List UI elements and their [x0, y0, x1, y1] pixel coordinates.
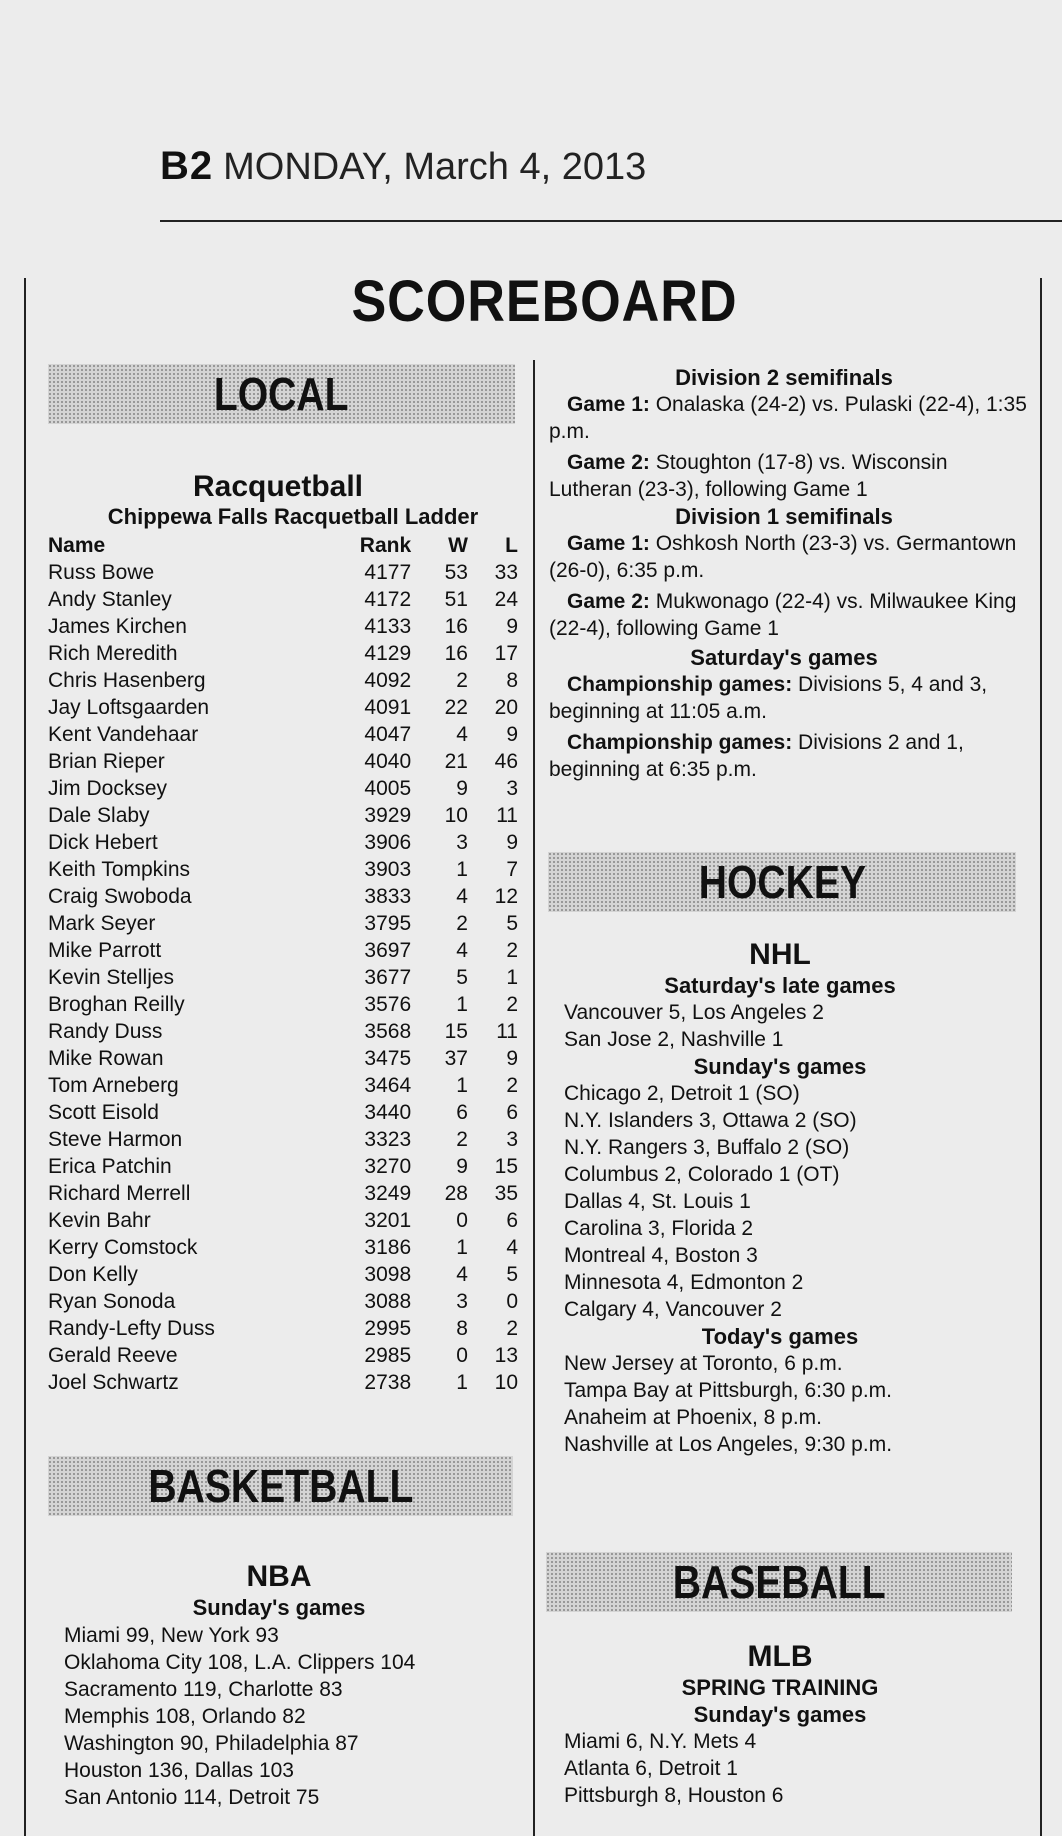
player-name: Broghan Reilly: [48, 993, 185, 1016]
mlb-heading: MLB: [747, 1640, 813, 1673]
ladder-row: [48, 829, 518, 856]
page-number: B2: [160, 144, 214, 188]
nhl-late-results: [564, 999, 1024, 1053]
player-wins: 1: [456, 1371, 468, 1394]
ladder-row: [48, 991, 518, 1018]
player-rank: 3323: [364, 1128, 412, 1151]
ladder-row: [48, 1045, 518, 1072]
player-wins: 9: [456, 777, 468, 800]
player-rank: 2985: [364, 1344, 412, 1367]
player-name: Kevin Stelljes: [48, 966, 175, 989]
div1-heading: Division 1 semifinals: [675, 504, 893, 529]
player-rank: 4091: [364, 696, 412, 719]
player-wins: 22: [444, 696, 468, 719]
ladder-row: [48, 640, 518, 667]
scheduled-game: New Jersey at Toronto, 6 p.m.: [564, 1352, 843, 1375]
nba-section: [64, 1560, 524, 1811]
ladder-row: [48, 1288, 518, 1315]
ladder-row: [48, 1234, 518, 1261]
player-rank: 3475: [364, 1047, 412, 1070]
player-losses: 2: [506, 1074, 518, 1097]
player-name: Dale Slaby: [48, 804, 150, 827]
player-rank: 2738: [364, 1371, 412, 1394]
ladder-row: [48, 883, 518, 910]
game-result: Carolina 3, Florida 2: [564, 1217, 754, 1240]
ladder-row: [48, 1369, 518, 1396]
player-wins: 16: [444, 615, 468, 638]
player-name: Kerry Comstock: [48, 1236, 198, 1259]
player-rank: 4129: [364, 642, 412, 665]
player-losses: 9: [506, 1047, 518, 1070]
ladder-subtitle: Chippewa Falls Racquetball Ladder: [107, 504, 479, 529]
player-losses: 6: [506, 1209, 518, 1232]
player-losses: 5: [506, 1263, 518, 1286]
scheduled-game: Tampa Bay at Pittsburgh, 6:30 p.m.: [564, 1379, 893, 1402]
ladder-row: [48, 775, 518, 802]
championship-games-1: Championship games: Divisions 5, 4 and 3,: [567, 673, 988, 696]
player-name: Craig Swoboda: [48, 885, 192, 908]
player-name: Mark Seyer: [48, 912, 156, 935]
div1-game1: Game 1: Oshkosh North (23-3) vs. Germantown: [567, 532, 1017, 555]
player-name: Andy Stanley: [48, 588, 172, 611]
nhl-sunday-results: [564, 1080, 1024, 1323]
ladder-row: [48, 964, 518, 991]
ladder-row: [48, 1315, 518, 1342]
player-name: Tom Arneberg: [48, 1074, 179, 1097]
player-losses: 15: [494, 1155, 518, 1178]
game-result: Dallas 4, St. Louis 1: [564, 1190, 751, 1213]
game-result: Chicago 2, Detroit 1 (SO): [564, 1082, 800, 1105]
player-losses: 2: [506, 1317, 518, 1340]
col-name-header: Name: [48, 534, 106, 557]
ladder-row: [48, 586, 518, 613]
div2-game1: Game 1: Onalaska (24-2) vs. Pulaski (22-4), 1:35: [567, 393, 1027, 416]
saturday-heading: Saturday's games: [690, 645, 878, 670]
game-result: Miami 99, New York 93: [64, 1624, 279, 1647]
div1-game2: Game 2: Mukwonago (22-4) vs. Milwaukee King: [567, 590, 1017, 613]
player-rank: 4047: [364, 723, 412, 746]
player-rank: 3906: [364, 831, 412, 854]
player-name: Richard Merrell: [48, 1182, 191, 1205]
player-losses: 2: [506, 939, 518, 962]
player-wins: 1: [456, 1074, 468, 1097]
player-losses: 0: [506, 1290, 518, 1313]
div2-game2-cont: Lutheran (23-3), following Game 1: [549, 478, 868, 501]
ladder-row: [48, 802, 518, 829]
player-rank: 3186: [364, 1236, 412, 1259]
page-date: MONDAY, March 4, 2013: [223, 146, 647, 188]
player-wins: 6: [456, 1101, 468, 1124]
player-losses: 6: [506, 1101, 518, 1124]
player-name: Scott Eisold: [48, 1101, 159, 1124]
player-wins: 5: [456, 966, 468, 989]
player-name: Jay Loftsgaarden: [48, 696, 210, 719]
player-rank: 3464: [364, 1074, 412, 1097]
player-name: Jim Docksey: [48, 777, 168, 800]
page-header: [160, 144, 1060, 189]
game-result: Houston 136, Dallas 103: [64, 1759, 294, 1782]
hockey-banner: HOCKEY: [548, 852, 1016, 912]
player-wins: 4: [456, 885, 468, 908]
div1-game2-cont: (22-4), following Game 1: [549, 617, 779, 640]
player-losses: 9: [506, 615, 518, 638]
div1-game1-cont: (26-0), 6:35 p.m.: [549, 559, 705, 582]
mlb-subhead-sunday: Sunday's games: [693, 1702, 867, 1727]
ladder-row: [48, 910, 518, 937]
ladder-row: [48, 937, 518, 964]
baseball-banner: BASEBALL: [546, 1552, 1012, 1612]
player-losses: 2: [506, 993, 518, 1016]
local-banner: LOCAL: [48, 364, 515, 424]
player-rank: 4005: [364, 777, 412, 800]
player-name: Mike Parrott: [48, 939, 162, 962]
player-losses: 11: [496, 804, 518, 827]
player-wins: 1: [456, 993, 468, 1016]
player-losses: 13: [494, 1344, 518, 1367]
game-result: N.Y. Rangers 3, Buffalo 2 (SO): [564, 1136, 850, 1159]
player-name: Don Kelly: [48, 1263, 138, 1286]
player-losses: 1: [506, 966, 518, 989]
column-divider-rule: [533, 360, 535, 1836]
game-result: Atlanta 6, Detroit 1: [564, 1757, 738, 1780]
player-wins: 4: [456, 1263, 468, 1286]
player-rank: 4177: [364, 561, 412, 584]
game-result: Memphis 108, Orlando 82: [64, 1705, 306, 1728]
nhl-section: [564, 938, 1024, 1458]
player-wins: 15: [444, 1020, 468, 1043]
ladder-row: [48, 1180, 518, 1207]
player-losses: 5: [506, 912, 518, 935]
mlb-subhead-spring: SPRING TRAINING: [681, 1675, 879, 1700]
player-rank: 3088: [364, 1290, 412, 1313]
player-losses: 17: [494, 642, 518, 665]
player-rank: 3795: [364, 912, 412, 935]
mlb-section: [564, 1640, 1024, 1809]
player-name: Dick Hebert: [48, 831, 158, 854]
player-wins: 9: [456, 1155, 468, 1178]
player-name: Randy-Lefty Duss: [48, 1317, 215, 1340]
ladder-table: [48, 532, 518, 1396]
prep-section: [549, 364, 1027, 783]
player-losses: 7: [506, 858, 518, 881]
player-rank: 3903: [364, 858, 412, 881]
player-rank: 2995: [364, 1317, 412, 1340]
player-wins: 4: [456, 723, 468, 746]
game-result: Washington 90, Philadelphia 87: [64, 1732, 359, 1755]
player-rank: 3929: [364, 804, 412, 827]
game-result: Sacramento 119, Charlotte 83: [64, 1678, 343, 1701]
championship-games-2-cont: beginning at 6:35 p.m.: [549, 758, 757, 781]
mlb-results: [564, 1728, 1024, 1809]
game-result: San Antonio 114, Detroit 75: [64, 1786, 320, 1809]
ladder-row: [48, 667, 518, 694]
nhl-sunday-heading: Sunday's games: [693, 1054, 867, 1079]
game-result: Pittsburgh 8, Houston 6: [564, 1784, 784, 1807]
div2-heading: Division 2 semifinals: [675, 365, 893, 390]
player-rank: 3677: [364, 966, 412, 989]
player-name: James Kirchen: [48, 615, 187, 638]
ladder-row: [48, 1342, 518, 1369]
player-losses: 11: [496, 1020, 518, 1043]
player-name: Kent Vandehaar: [48, 723, 199, 746]
ladder-row: [48, 1261, 518, 1288]
player-name: Chris Hasenberg: [48, 669, 206, 692]
player-name: Kevin Bahr: [48, 1209, 151, 1232]
ladder-row: [48, 1126, 518, 1153]
player-name: Brian Rieper: [48, 750, 165, 773]
player-rank: 3440: [364, 1101, 412, 1124]
scheduled-game: Nashville at Los Angeles, 9:30 p.m.: [564, 1433, 893, 1456]
player-rank: 3568: [364, 1020, 412, 1043]
player-wins: 1: [456, 858, 468, 881]
nba-results: [64, 1622, 524, 1811]
nhl-today-heading: Today's games: [701, 1324, 859, 1349]
col-rank-header: Rank: [359, 534, 412, 557]
championship-games-1-cont: beginning at 11:05 a.m.: [549, 700, 767, 723]
div2-game2: Game 2: Stoughton (17-8) vs. Wisconsin: [567, 451, 948, 474]
game-result: San Jose 2, Nashville 1: [564, 1028, 784, 1051]
player-wins: 2: [456, 1128, 468, 1151]
player-wins: 0: [456, 1209, 468, 1232]
player-wins: 37: [444, 1047, 468, 1070]
nhl-today-schedule: [564, 1350, 1024, 1458]
player-wins: 3: [456, 831, 468, 854]
player-name: Russ Bowe: [48, 561, 155, 584]
player-losses: 9: [506, 831, 518, 854]
ladder-row: [48, 694, 518, 721]
player-losses: 3: [506, 777, 518, 800]
col-w-header: W: [448, 534, 468, 557]
ladder-row: [48, 856, 518, 883]
game-result: Montreal 4, Boston 3: [564, 1244, 758, 1267]
player-rank: 3270: [364, 1155, 412, 1178]
player-name: Steve Harmon: [48, 1128, 183, 1151]
game-result: Vancouver 5, Los Angeles 2: [564, 1001, 824, 1024]
ladder-row: [48, 1099, 518, 1126]
ladder-row: [48, 1018, 518, 1045]
player-rank: 4172: [364, 588, 412, 611]
player-name: Randy Duss: [48, 1020, 163, 1043]
player-rank: 3697: [364, 939, 412, 962]
player-rank: 3833: [364, 885, 412, 908]
player-losses: 46: [494, 750, 518, 773]
game-result: Columbus 2, Colorado 1 (OT): [564, 1163, 840, 1186]
right-border-rule: [1040, 278, 1042, 1836]
scheduled-game: Anaheim at Phoenix, 8 p.m.: [564, 1406, 822, 1429]
player-losses: 35: [494, 1182, 518, 1205]
player-wins: 53: [444, 561, 468, 584]
player-losses: 3: [506, 1128, 518, 1151]
player-rank: 4133: [364, 615, 412, 638]
player-wins: 2: [456, 669, 468, 692]
player-name: Ryan Sonoda: [48, 1290, 176, 1313]
nba-subhead: Sunday's games: [192, 1595, 366, 1620]
player-rank: 3249: [364, 1182, 412, 1205]
player-name: Rich Meredith: [48, 642, 178, 665]
racquetball-heading: Racquetball: [192, 470, 364, 503]
player-name: Joel Schwartz: [48, 1371, 179, 1394]
player-losses: 9: [506, 723, 518, 746]
ladder-row: [48, 1207, 518, 1234]
player-rank: 3576: [364, 993, 412, 1016]
player-name: Gerald Reeve: [48, 1344, 178, 1367]
header-rule: [160, 220, 1062, 222]
game-result: N.Y. Islanders 3, Ottawa 2 (SO): [564, 1109, 857, 1132]
player-wins: 16: [444, 642, 468, 665]
player-wins: 3: [456, 1290, 468, 1313]
game-result: Calgary 4, Vancouver 2: [564, 1298, 782, 1321]
ladder-row: [48, 559, 518, 586]
game-result: Oklahoma City 108, L.A. Clippers 104: [64, 1651, 416, 1674]
player-name: Keith Tompkins: [48, 858, 191, 881]
nhl-late-heading: Saturday's late games: [664, 973, 896, 998]
player-losses: 8: [506, 669, 518, 692]
ladder-row: [48, 1072, 518, 1099]
nhl-heading: NHL: [749, 938, 811, 971]
player-losses: 20: [494, 696, 518, 719]
game-result: Minnesota 4, Edmonton 2: [564, 1271, 804, 1294]
div2-game1-cont: p.m.: [549, 420, 590, 443]
player-wins: 4: [456, 939, 468, 962]
player-losses: 33: [494, 561, 518, 584]
player-wins: 28: [444, 1182, 468, 1205]
game-result: Miami 6, N.Y. Mets 4: [564, 1730, 757, 1753]
player-rank: 3201: [364, 1209, 412, 1232]
basketball-banner: BASKETBALL: [48, 1456, 513, 1516]
left-border-rule: [24, 278, 26, 1836]
player-wins: 21: [444, 750, 468, 773]
championship-games-2: Championship games: Divisions 2 and 1,: [567, 731, 964, 754]
ladder-row: [48, 721, 518, 748]
player-wins: 0: [456, 1344, 468, 1367]
player-wins: 1: [456, 1236, 468, 1259]
nba-heading: NBA: [246, 1560, 312, 1593]
racquetball-section: [48, 470, 518, 1396]
player-rank: 4092: [364, 669, 412, 692]
player-rank: 3098: [364, 1263, 412, 1286]
player-rank: 4040: [364, 750, 412, 773]
ladder-header-row: [48, 532, 518, 559]
player-losses: 24: [494, 588, 518, 611]
player-wins: 8: [456, 1317, 468, 1340]
player-wins: 2: [456, 912, 468, 935]
player-wins: 10: [444, 804, 468, 827]
player-name: Erica Patchin: [48, 1155, 172, 1178]
player-losses: 12: [494, 885, 518, 908]
col-l-header: L: [505, 534, 518, 557]
ladder-row: [48, 613, 518, 640]
player-losses: 4: [506, 1236, 518, 1259]
page-title: SCOREBOARD: [351, 269, 738, 334]
ladder-row: [48, 1153, 518, 1180]
ladder-row: [48, 748, 518, 775]
player-name: Mike Rowan: [48, 1047, 164, 1070]
player-losses: 10: [494, 1371, 518, 1394]
player-wins: 51: [444, 588, 468, 611]
